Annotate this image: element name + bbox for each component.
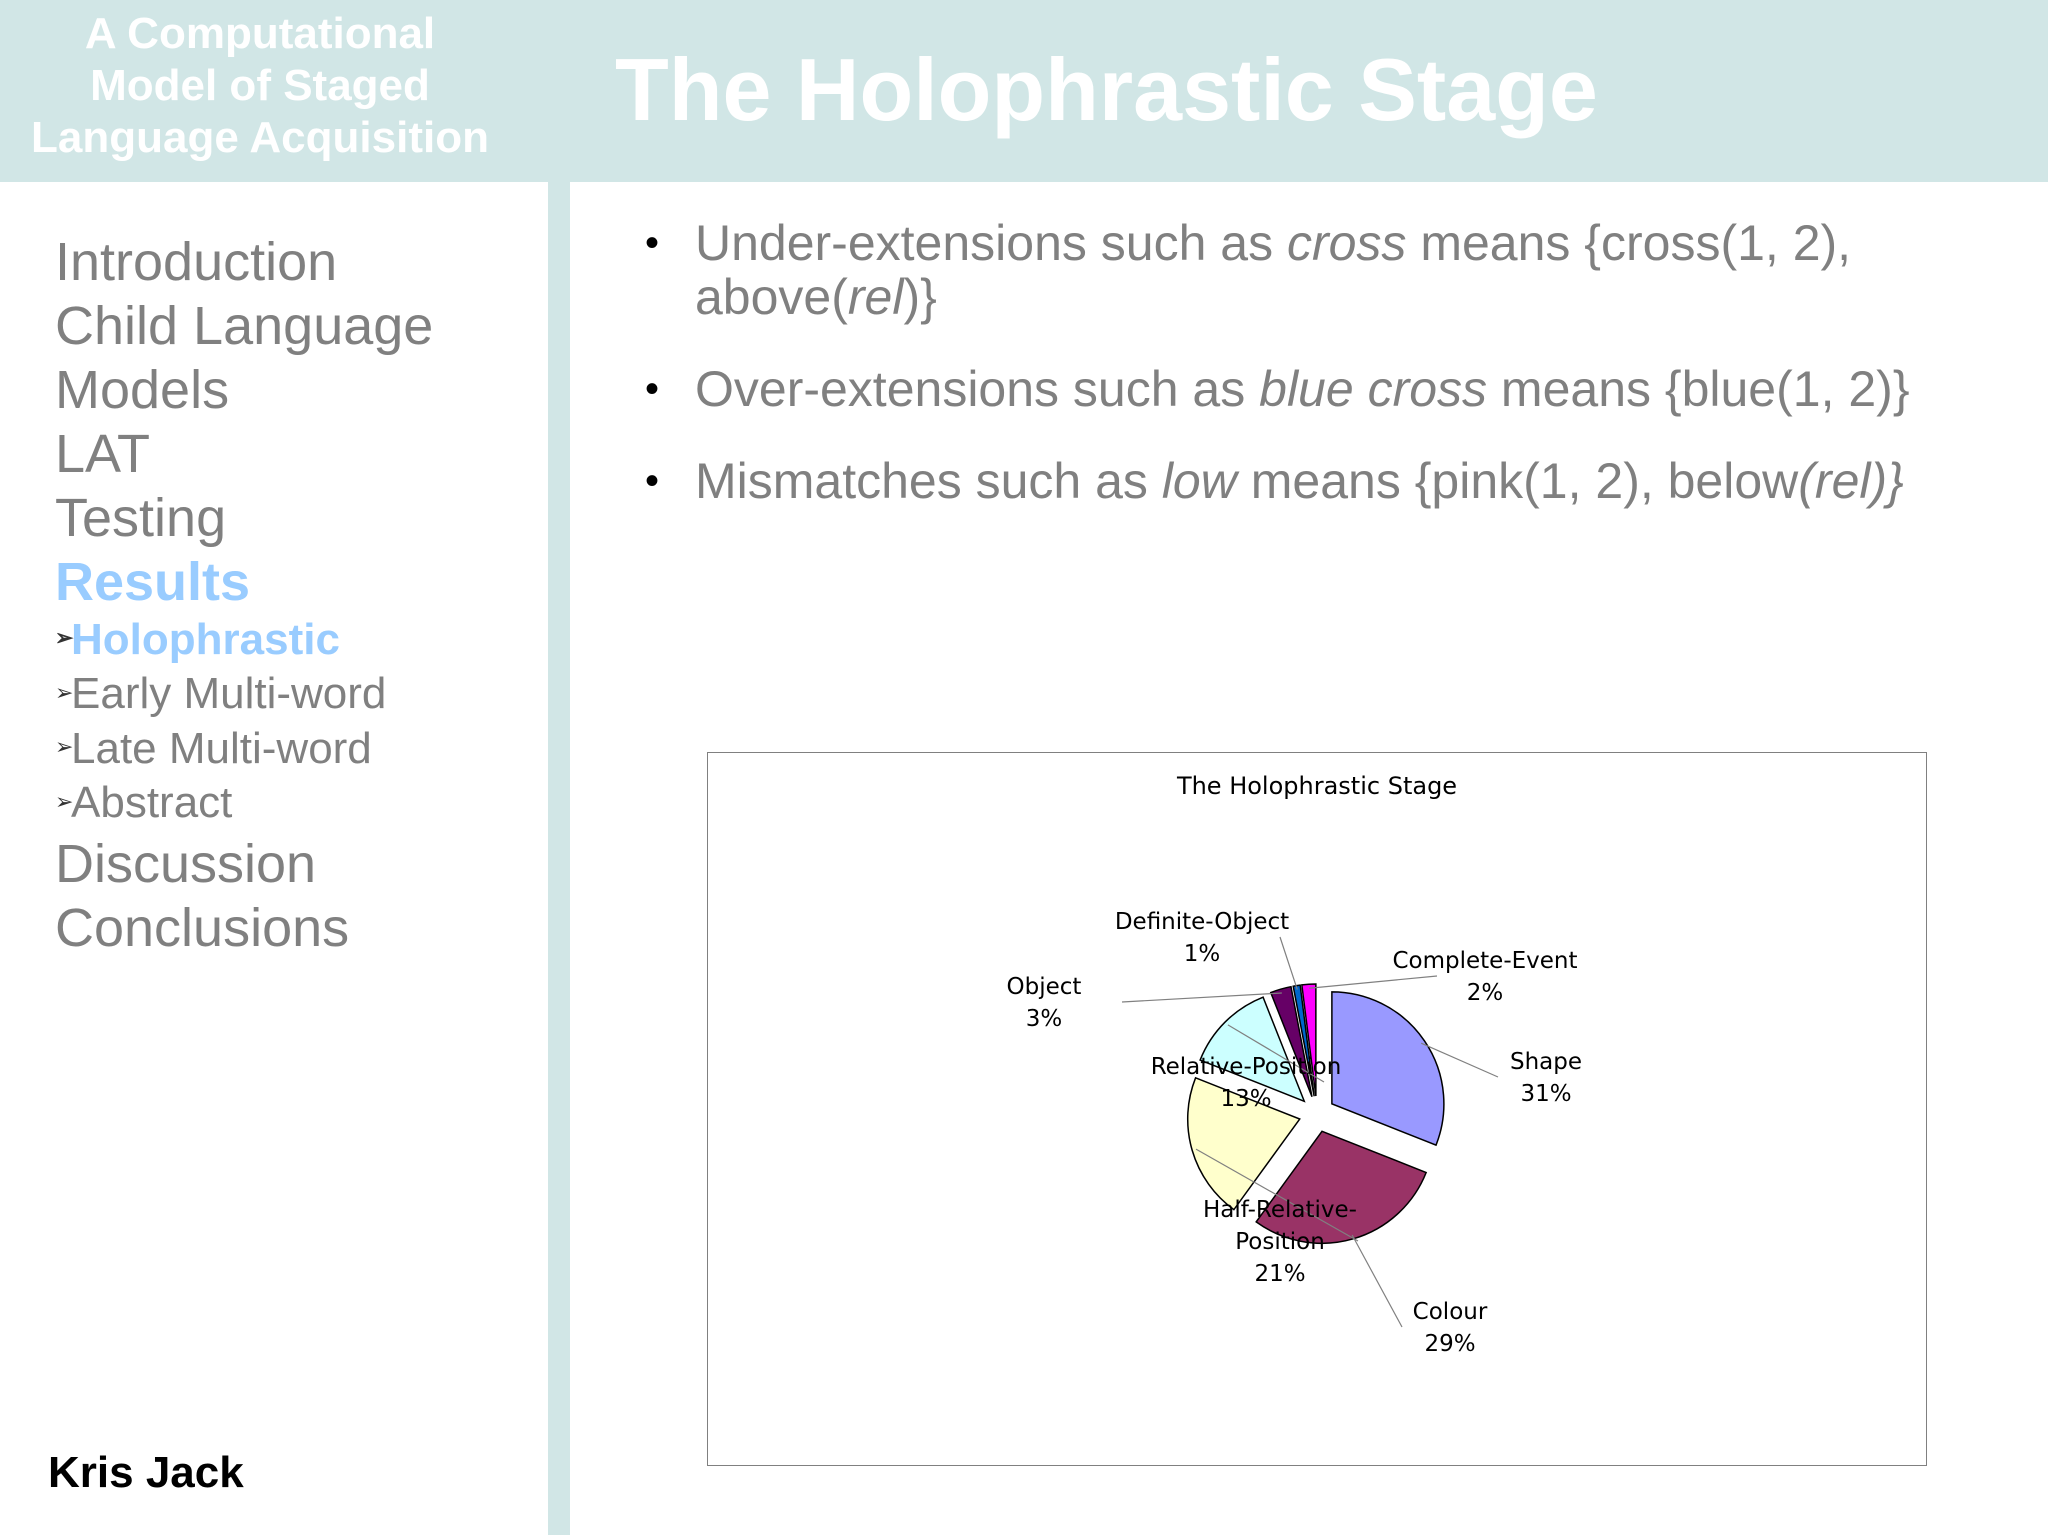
slice-percent-label: 1%	[1183, 941, 1221, 967]
deck-title-line: Model of Staged	[90, 61, 430, 110]
slice-percent-label: 21%	[1254, 1261, 1306, 1287]
bullet-dot-icon: •	[645, 459, 660, 503]
nav-item-label: Child Language	[55, 296, 434, 356]
nav-item-testing[interactable]	[55, 486, 433, 550]
bullet-text-run: Under-extensions such as	[695, 215, 1287, 271]
bullet-text-run: rel	[847, 269, 904, 325]
nav-item-discussion[interactable]	[55, 832, 433, 896]
nav-item-label: Testing	[55, 488, 227, 548]
leader-line	[1280, 937, 1297, 990]
pie-slice-shape	[1332, 992, 1444, 1145]
bullet-text-run: means {pink(1, 2), below	[1236, 453, 1799, 509]
author-name: Kris Jack	[48, 1448, 244, 1497]
bullet-text-run: blue cross	[1259, 361, 1488, 417]
bullet-text-run: low	[1161, 453, 1237, 509]
slice-name-label: Position	[1235, 1229, 1325, 1255]
deck-title-line: Language Acquisition	[31, 113, 489, 162]
bullet-dot-icon: •	[645, 221, 660, 265]
pie-chart-frame	[707, 752, 1927, 1466]
leader-line	[1352, 1235, 1402, 1327]
nav-item-child-language[interactable]	[55, 294, 433, 358]
bullet-dot-icon: •	[645, 367, 660, 411]
slice-percent-label: 31%	[1520, 1081, 1572, 1107]
deck-title-line: A Computational	[84, 9, 436, 58]
bullet-list	[645, 216, 1985, 546]
nav-item-label: Late Multi-word	[71, 723, 372, 773]
bullet-text-run: cross	[1286, 215, 1407, 271]
nav-item-results[interactable]	[55, 550, 433, 614]
slice-name-label: Object	[1006, 974, 1082, 1000]
bullet-text-run: )}	[903, 269, 937, 325]
pie-slice-colour	[1256, 1131, 1426, 1243]
bullet-text-run: means {cross(1, 2), above(	[695, 215, 1852, 325]
slice-name-label: Definite-Object	[1114, 909, 1290, 935]
nav-item-models[interactable]	[55, 358, 433, 422]
sub-item-arrow-icon: ➢	[55, 734, 74, 760]
sub-item-arrow-icon: ➢	[55, 788, 74, 814]
nav-item-conclusions[interactable]	[55, 896, 433, 960]
nav-item-label: Models	[55, 360, 230, 420]
bullet-text-run: (rel)}	[1798, 453, 1904, 509]
nav-item-label: Discussion	[55, 833, 317, 894]
nav-item-label: Abstract	[71, 778, 233, 828]
sub-item-arrow-icon: ➢	[55, 679, 74, 705]
slide-title: The Holophrastic Stage	[615, 40, 1598, 139]
chart-title: The Holophrastic Stage	[1176, 772, 1458, 800]
nav-item-label: Results	[55, 552, 251, 612]
nav-item-label: Holophrastic	[71, 615, 340, 664]
slice-name-label: Complete-Event	[1392, 948, 1578, 974]
slice-name-label: Relative-Position	[1150, 1054, 1342, 1080]
nav-item-label: Early Multi-word	[71, 669, 387, 719]
bullet-text-run: means {blue(1, 2)}	[1487, 361, 1910, 417]
pie-chart	[708, 753, 1926, 1465]
slice-percent-label: 2%	[1466, 980, 1504, 1006]
slice-name-label: Half-Relative-	[1203, 1197, 1357, 1223]
deck-header	[0, 0, 548, 182]
slice-name-label: Shape	[1509, 1049, 1583, 1075]
bullet-item	[645, 216, 1985, 324]
slice-percent-label: 13%	[1220, 1086, 1272, 1112]
slice-percent-label: 29%	[1424, 1331, 1476, 1357]
nav-item-label: Introduction	[55, 232, 338, 292]
bullet-item	[645, 454, 1985, 508]
bullet-text-run: Mismatches such as	[695, 453, 1162, 509]
bullet-item	[645, 362, 1985, 416]
nav-item-early-multi-word[interactable]	[55, 668, 433, 722]
leader-line	[1309, 976, 1437, 988]
divider-bar	[548, 0, 570, 1535]
sub-item-arrow-icon: ➢	[55, 625, 74, 651]
nav-item-late-multi-word[interactable]	[55, 723, 433, 777]
slice-name-label: Colour	[1412, 1299, 1488, 1325]
nav-item-holophrastic[interactable]	[55, 614, 433, 668]
outline-nav	[55, 230, 433, 960]
slice-percent-label: 3%	[1025, 1006, 1063, 1032]
nav-item-introduction[interactable]	[55, 230, 433, 294]
nav-item-label: LAT	[55, 424, 151, 484]
bullet-text-run: Over-extensions such as	[695, 361, 1260, 417]
nav-item-lat[interactable]	[55, 422, 433, 486]
nav-item-abstract[interactable]	[55, 777, 433, 831]
nav-item-label: Conclusions	[55, 897, 350, 958]
deck-title	[0, 8, 520, 164]
